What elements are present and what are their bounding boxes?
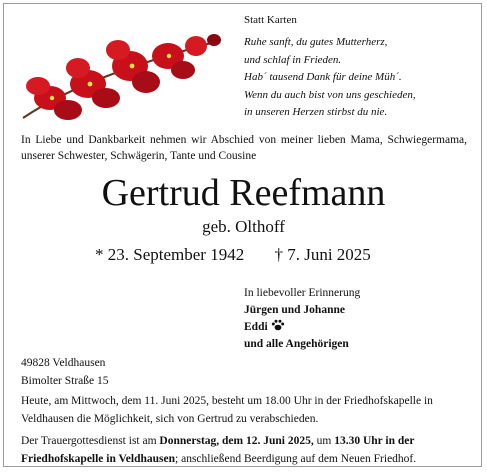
mourners [244, 285, 360, 353]
address-street: Bimolter Straße 15 [21, 375, 109, 387]
address-city: 49828 Veldhausen [21, 357, 106, 369]
life-dates [95, 245, 371, 265]
death-date: † 7. Juni 2025 [274, 245, 371, 264]
poem-line: in unseren Herzen stirbst du nie. [244, 106, 388, 118]
poem-line: und schlaf in Frieden. [244, 53, 342, 66]
funeral-text: Der Trauergottesdienst ist am [21, 435, 160, 447]
orchid-branch-image [18, 26, 228, 126]
deceased-name: Gertrud Reefmann [101, 172, 386, 214]
paw-icon [271, 319, 285, 331]
mourner-pet [244, 319, 360, 336]
mourner-pet-name: Eddi [244, 321, 268, 333]
poem-line: Hab´ tausend Dank für deine Müh´. [244, 71, 402, 83]
poem [244, 34, 416, 122]
viewing-notice: Heute, am Mittwoch, dem 11. Juni 2025, besteht um 18.00 Uhr in der Friedhofskapelle in Veldhausen die Möglichkeit, sich von Gertrud zu verabschieden. [21, 395, 433, 425]
mourner-names: Jürgen und Johanne [244, 304, 345, 316]
mourners-others: und alle Angehörigen [244, 338, 349, 350]
obituary-card [3, 3, 482, 467]
funeral-text: ; anschließend Beerdigung auf dem Neuen Friedhof. [175, 453, 417, 465]
funeral-text: um [313, 435, 335, 447]
intro-text: In Liebe und Dankbarkeit nehmen wir Abschied von meiner lieben Mama, Schwiegermama, unserer Schwester, Schwägerin, Tante und Cousine [21, 134, 467, 162]
funeral-date: Donnerstag, dem 12. Juni 2025, [159, 435, 314, 447]
poem-line: Wenn du auch bist von uns geschieden, [244, 88, 416, 101]
mourners-intro: In liebevoller Erinnerung [244, 287, 361, 299]
address [21, 354, 109, 390]
birth-date: * 23. September 1942 [95, 245, 245, 264]
funeral-time-place: 13.30 Uhr in der Friedhofskapelle in Veldhausen [21, 435, 415, 465]
birth-name: geb. Olthoff [202, 217, 285, 236]
funeral-notice [21, 432, 473, 468]
statt-karten-label: Statt Karten [244, 14, 297, 26]
poem-line: Ruhe sanft, du gutes Mutterherz, [244, 36, 388, 48]
